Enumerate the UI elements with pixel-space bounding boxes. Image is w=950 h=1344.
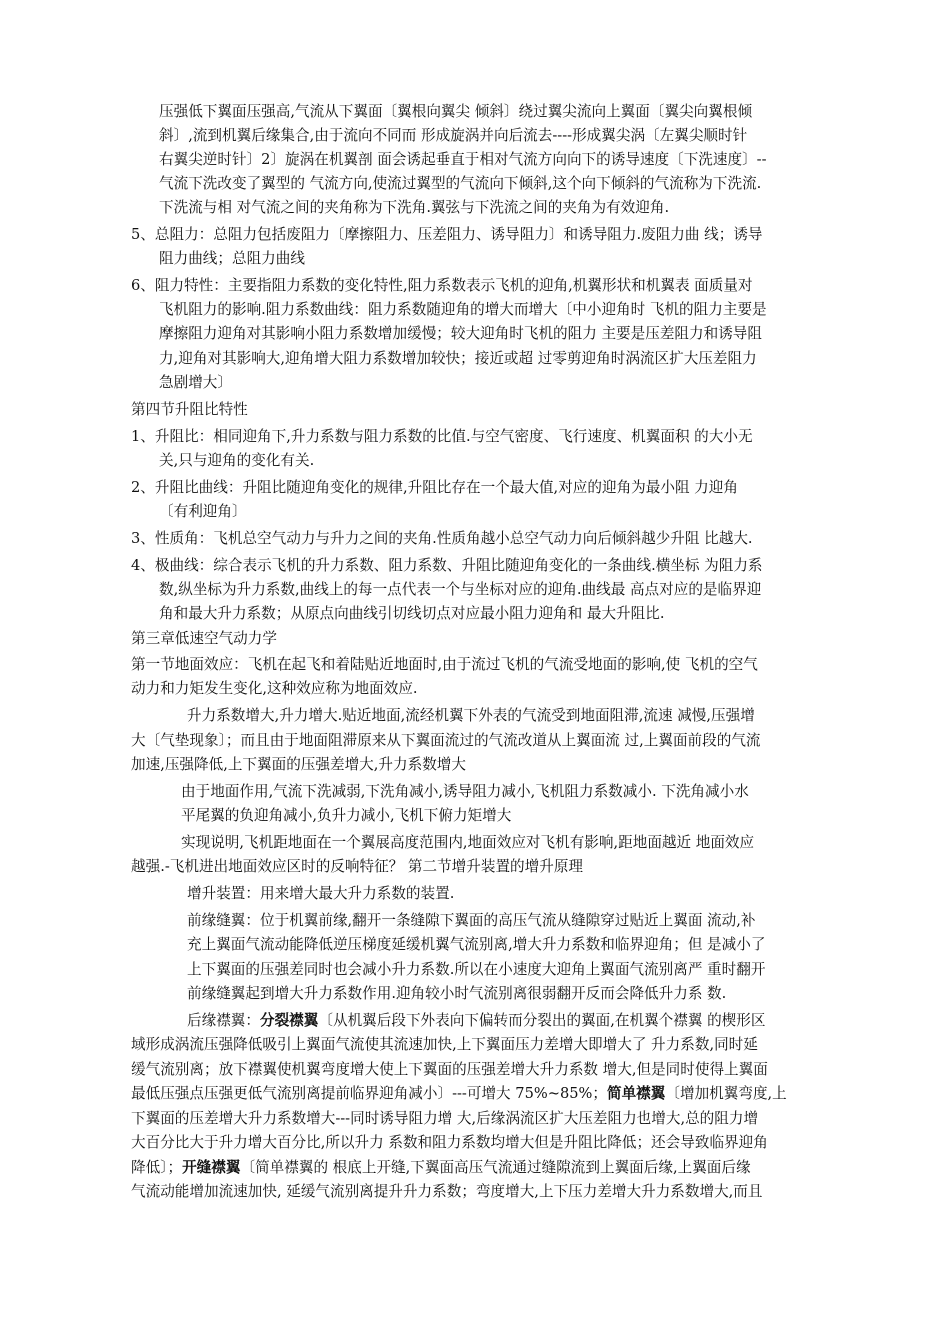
text-line: 前缘缝翼起到增大升力系数作用.迎角较小时气流别离很弱翻开反而会降低升力系 数. [187, 985, 727, 1002]
text-line: 大百分比大于升力增大百分比,所以升力 系数和阻力系数均增大但是升阻比降低；还会导致临界迎角 [131, 1134, 768, 1151]
list-item-3: 3、性质角：飞机总空气动力与升力之间的夹角.性质角越小总空气动力向后倾斜越少升阻 比越大. [131, 530, 753, 547]
text-line: 越强.-飞机进出地面效应区时的反响特征？ 第二节增升装置的增升原理 [131, 858, 584, 875]
text-line: 斜〕,流到机翼后缘集合,由于流向不同而 形成旋涡并向后流去----形成翼尖涡〔左翼尖顺时针 [159, 127, 748, 144]
text-line: 第一节地面效应：飞机在起飞和着陆贴近地面时,由于流过飞机的气流受地面的影响,使 飞机的空气 [131, 656, 758, 673]
bold-term: 简单襟翼 [606, 1085, 666, 1102]
text-span: 降低〕； [131, 1159, 183, 1176]
list-item-4: 4、极曲线：综合表示飞机的升力系数、阻力系数、升阻比随迎角变化的一条曲线.横坐标 为阻力系 [131, 557, 763, 574]
text-line: 平尾翼的负迎角减小,负升力减小,飞机下俯力矩增大 [181, 807, 512, 824]
text-line [187, 1011, 765, 1031]
text-line: 气流动能增加流速加快, 延缓气流别离提升升力系数；弯度增大,上下压力差增大升力系数增大,而且 [131, 1183, 763, 1200]
text-line: 角和最大升力系数；从原点向曲线引切线切点对应最小阻力迎角和 最大升阻比. [159, 605, 665, 622]
list-item-5: 5、总阻力：总阻力包括废阻力〔摩擦阻力、压差阻力、诱导阻力〕和诱导阻力.废阻力曲 线；诱导 [131, 226, 763, 243]
text-span: 后缘襟翼： [187, 1012, 260, 1029]
text-line: 气流下洗改变了翼型的 气流方向,使流过翼型的气流向下倾斜,这个向下倾斜的气流称为下洗流. [159, 175, 762, 192]
text-span: 最低压强点压强更低气流别离提前临界迎角减小〕---可增大 75%~85%； [131, 1085, 607, 1102]
text-line: 〔有利迎角〕 [159, 503, 247, 520]
text-span: 〔简单襟翼的 根底上开缝,下翼面高压气流通过缝隙流到上翼面后缘,上翼面后缘 [240, 1159, 751, 1176]
text-line: 右翼尖逆时针〕2〕旋涡在机翼剖 面会诱起垂直于相对气流方向向下的诱导速度〔下洗速度〕-- [159, 151, 767, 168]
text-line: 升力系数增大,升力增大.贴近地面,流经机翼下外表的气流受到地面阻滞,流速 减慢,压强增 [187, 707, 755, 724]
text-line: 阻力曲线；总阻力曲线 [159, 250, 305, 267]
text-line: 下翼面的压差增大升力系数增大---同时诱导阻力增 大,后缘涡流区扩大压差阻力也增大,总的阻力增 [131, 1110, 759, 1127]
text-span: 〔从机翼后段下外表向下偏转而分裂出的翼面,在机翼个襟翼 的楔形区 [318, 1012, 766, 1029]
text-line: 由于地面作用,气流下洗减弱,下洗角减小,诱导阻力减小,飞机阻力系数减小. 下洗角减小水 [181, 783, 749, 800]
text-line [131, 1084, 787, 1104]
bold-term: 分裂襟翼 [259, 1012, 319, 1029]
text-line: 上下翼面的压强差同时也会减小升力系数.所以在小速度大迎角上翼面气流别离严 重时翻开 [187, 961, 766, 978]
text-line: 下洗流与相 对气流之间的夹角称为下洗角.翼弦与下洗流之间的夹角为有效迎角. [159, 199, 670, 216]
text-line: 充上翼面气流动能降低逆压梯度延缓机翼气流别离,增大升力系数和临界迎角；但 是减小了 [187, 936, 766, 953]
text-span: 〔增加机翼弯度,上 [665, 1085, 787, 1102]
text-line: 摩擦阻力迎角对其影响小阻力系数增加缓慢；较大迎角时飞机的阻力 主要是压差阻力和诱导阻 [159, 325, 762, 342]
text-line: 关,只与迎角的变化有关. [159, 452, 315, 469]
bold-term: 开缝襟翼 [182, 1159, 241, 1176]
section-heading: 第四节升阻比特性 [131, 401, 248, 418]
chapter-heading: 第三章低速空气动力学 [131, 630, 277, 647]
text-line: 急剧增大〕 [159, 374, 232, 391]
list-item-2: 2、升阻比曲线：升阻比随迎角变化的规律,升阻比存在一个最大值,对应的迎角为最小阻 力迎角 [131, 479, 738, 496]
list-item-1: 1、升阻比：相同迎角下,升力系数与阻力系数的比值.与空气密度、飞行速度、机翼面积 的大小无 [131, 428, 753, 445]
text-line: 数,纵坐标为升力系数,曲线上的每一点代表一个与坐标对应的迎角.曲线最 高点对应的是临界迎 [159, 581, 762, 598]
text-line: 实现说明,飞机距地面在一个翼展高度范围内,地面效应对飞机有影响,距地面越近 地面效应 [181, 834, 755, 851]
text-line: 增升装置：用来增大最大升力系数的装置. [187, 885, 455, 902]
text-line [131, 1158, 751, 1178]
text-line: 加速,压强降低,上下翼面的压强差增大,升力系数增大 [131, 756, 466, 773]
text-line: 缓气流别离；放下襟翼使机翼弯度增大使上下翼面的压强差增大升力系数 增大,但是同时使得上翼面 [131, 1061, 768, 1078]
text-line: 压强低下翼面压强高,气流从下翼面〔翼根向翼尖 倾斜〕绕过翼尖流向上翼面〔翼尖向翼根倾 [159, 103, 753, 120]
text-line: 飞机阻力的影响.阻力系数曲线：阻力系数随迎角的增大而增大〔中小迎角时 飞机的阻力主要是 [159, 301, 767, 318]
text-line: 动力和力矩发生变化,这种效应称为地面效应. [131, 680, 418, 697]
list-item-6: 6、阻力特性：主要指阻力系数的变化特性,阻力系数表示飞机的迎角,机翼形状和机翼表 面质量对 [131, 277, 753, 294]
text-line: 力,迎角对其影响大,迎角增大阻力系数增加较快；接近或超 过零剪迎角时涡流区扩大压差阻力 [159, 350, 757, 367]
text-line: 域形成涡流压强降低吸引上翼面气流使其流速加快,上下翼面压力差增大即增大了 升力系数,同时延 [131, 1036, 758, 1053]
text-line: 大〔气垫现象〕；而且由于地面阻滞原来从下翼面流过的气流改道从上翼面流 过,上翼面前段的气流 [131, 732, 761, 749]
text-line: 前缘缝翼：位于机翼前缘,翻开一条缝隙下翼面的高压气流从缝隙穿过贴近上翼面 流动,补 [187, 912, 756, 929]
